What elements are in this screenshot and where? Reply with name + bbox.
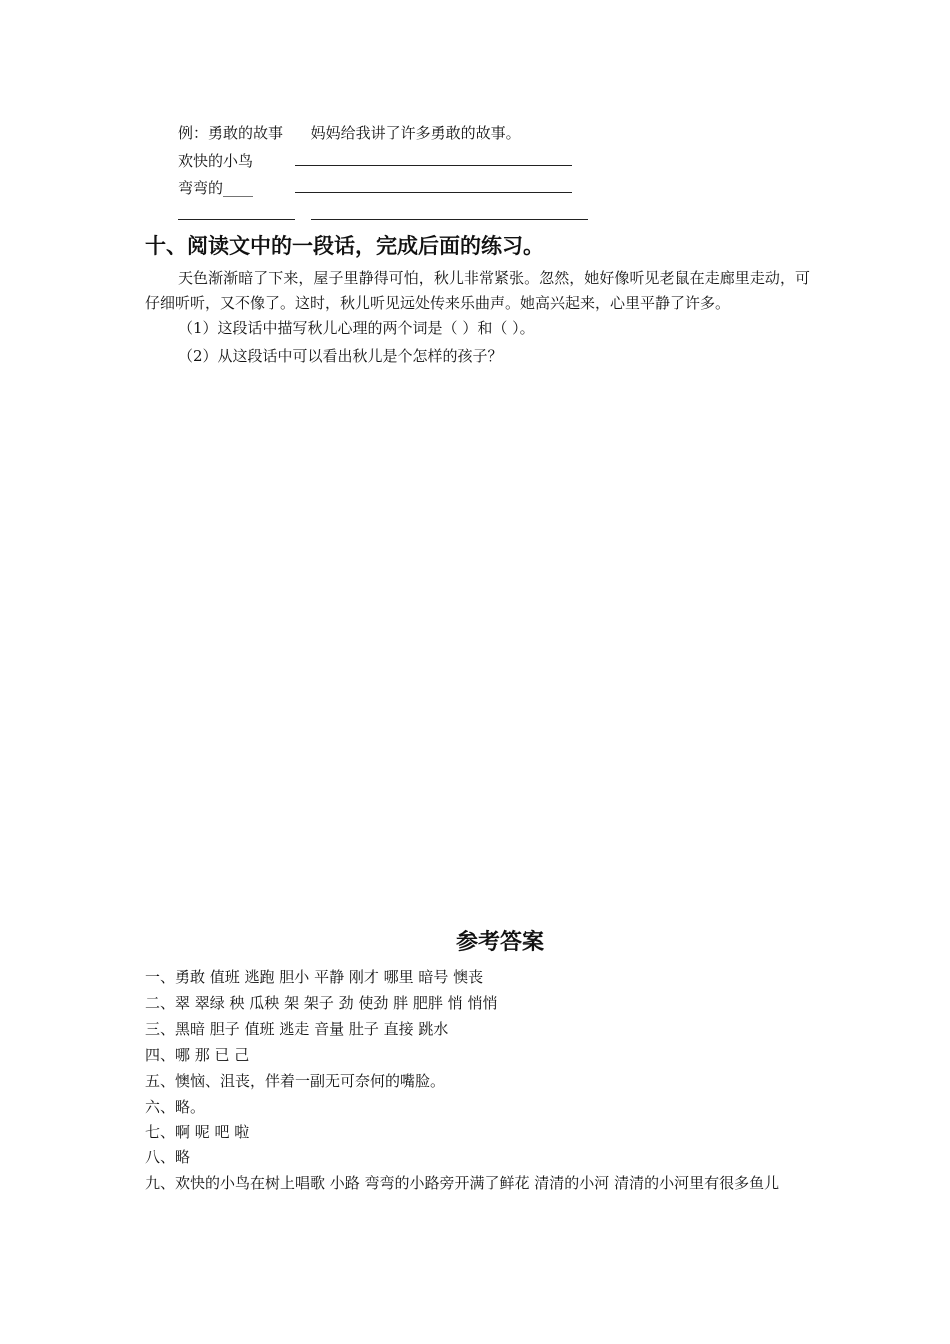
row3-phrase-line bbox=[178, 205, 295, 220]
reading-passage: 天色渐渐暗了下来，屋子里静得可怕，秋儿非常紧张。忽然，她好像听见老鼠在走廊里走动，可仔细听听，又不像了。这时，秋儿听见远处传来乐曲声。她高兴起来，心里平静了许多。 bbox=[145, 269, 810, 312]
question-1: （1）这段话中描写秋儿心理的两个词是（ ）和（ ）。 bbox=[178, 319, 535, 337]
answer-item-9: 九、欢快的小鸟在树上唱歌 小路 弯弯的小路旁开满了鲜花 清清的小河 清清的小河里有很多鱼儿 bbox=[145, 1174, 780, 1192]
exercise10-heading: 十、阅读文中的一段话，完成后面的练习。 bbox=[145, 234, 544, 258]
answer-item: 二、翠 翠绿 秧 瓜秧 架 架子 劲 使劲 胖 肥胖 悄 悄悄 bbox=[145, 994, 498, 1012]
answer-item: 八、略 bbox=[145, 1148, 191, 1166]
answer-item: 三、黑暗 胆子 值班 逃走 音量 肚子 直接 跳水 bbox=[145, 1020, 449, 1038]
row1-answer-line bbox=[295, 151, 572, 166]
exercise9-row-1 bbox=[178, 151, 253, 171]
row2-blank bbox=[295, 178, 572, 198]
row1-phrase: 欢快的小鸟 bbox=[178, 152, 254, 170]
row2-phrase: 弯弯的____ bbox=[178, 179, 254, 197]
exercise9-row-3 bbox=[178, 205, 295, 225]
answer-item: 七、啊 呢 吧 啦 bbox=[145, 1123, 250, 1141]
row3-answer-line bbox=[311, 205, 588, 220]
answers-title: 参考答案 bbox=[455, 930, 544, 955]
example-row bbox=[178, 123, 521, 143]
row3-blank bbox=[311, 205, 588, 225]
answer-item: 六、略。 bbox=[145, 1098, 206, 1116]
example-sentence: 妈妈给我讲了许多勇敢的故事。 bbox=[310, 124, 521, 142]
answer-item: 一、勇敢 值班 逃跑 胆小 平静 刚才 哪里 暗号 懊丧 bbox=[145, 968, 484, 986]
row1-blank bbox=[295, 151, 572, 171]
exercise9-row-2 bbox=[178, 178, 253, 198]
example-phrase: 例：勇敢的故事 bbox=[178, 124, 284, 142]
row2-answer-line bbox=[295, 178, 572, 193]
question-2: （2）从这段话中可以看出秋儿是个怎样的孩子？ bbox=[178, 347, 503, 365]
answer-item: 五、懊恼、沮丧，伴着一副无可奈何的嘴脸。 bbox=[145, 1072, 446, 1090]
answer-item: 四、哪 那 已 己 bbox=[145, 1046, 250, 1064]
